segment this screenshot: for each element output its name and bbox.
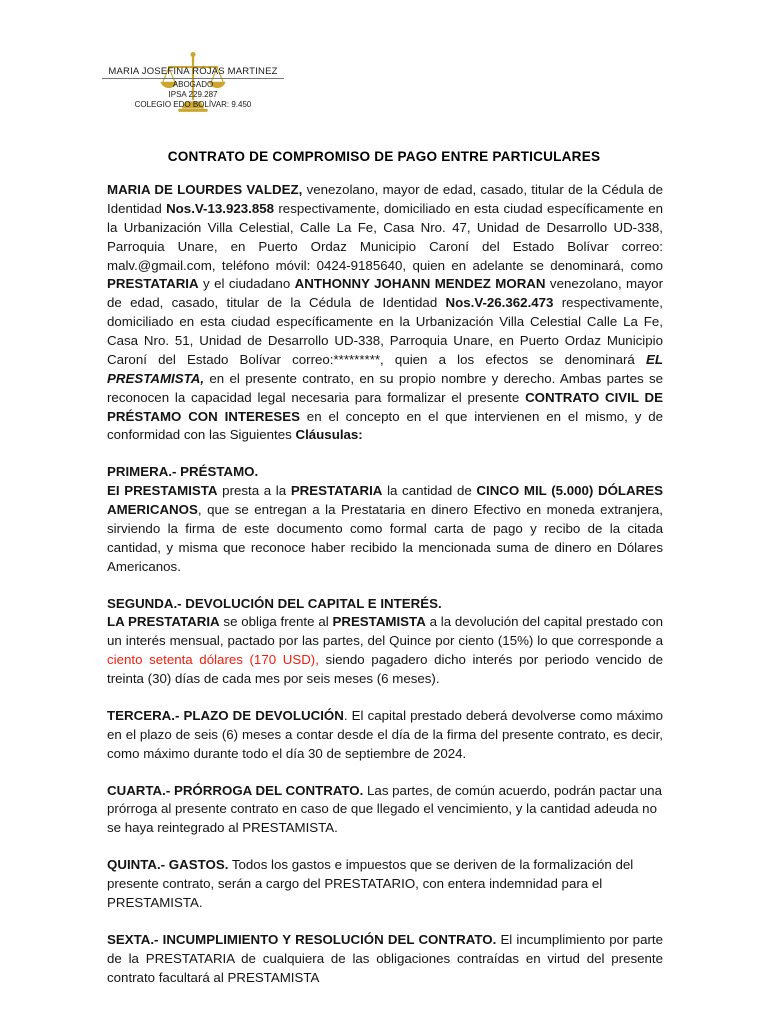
body-text: venezolano, mayor de edad, casado, titular de la Cédula de Identidad <box>107 276 663 311</box>
emphasis-text: SEXTA.- INCUMPLIMIENTO Y RESOLUCIÓN DEL CONTRATO. <box>107 931 497 947</box>
body-text: respectivamente, domiciliado en esta ciudad específicamente en la Urbanización Villa Celestial Calle La Fe, Casa Nro. 51, Unidad de Desarrollo UD-338, Parroquia Unare, en Puerto Ordaz Municipio Caroní del Estado Bolívar correo:*********, quien a los efectos se denominará <box>107 295 663 367</box>
body-text: se obliga frente al <box>219 614 333 630</box>
body-text: en el concepto en el que intervienen en el mismo, y de conformidad con las Siguientes <box>107 408 663 443</box>
clause-quinta <box>107 856 663 913</box>
letterhead-attorney-name: MARIA JOSEFINA ROJAS MARTINEZ <box>102 66 284 79</box>
letterhead <box>102 66 284 110</box>
body-text: presta a la <box>217 483 291 499</box>
emphasis-text: SEGUNDA.- DEVOLUCIÓN DEL CAPITAL E INTERÉS. <box>107 595 442 611</box>
emphasis-text: PRESTAMISTA <box>332 614 426 630</box>
emphasis-text: CUARTA.- PRÓRROGA DEL CONTRATO. <box>107 782 364 798</box>
body-text: . El capital prestado deberá devolverse como máximo en el plazo de seis (6) meses a contar desde el día de la firma del presente contrato, es decir, como máximo durante todo el día 30 de septiembre de 2024. <box>107 707 664 761</box>
emphasis-text: PRESTATARIA <box>290 483 383 499</box>
emphasis-text: LA PRESTATARIA <box>107 614 220 630</box>
emphasis-text: Cláusulas: <box>295 427 363 443</box>
clause-segunda <box>107 595 663 689</box>
body-text: Las partes, de común acuerdo, podrán pactar una prórroga al presente contrato en caso de que llegado el vencimiento, y la cantidad adeuda no se haya reintegrado al PRESTAMISTA. <box>107 782 662 836</box>
clause-cuarta <box>107 782 663 839</box>
body-text: la cantidad de <box>382 483 477 499</box>
body-text: , que se entregan a la Prestataria en dinero Efectivo en moneda extranjera, sirviendo la firma de este documento como formal carta de pago y recibo de la citada cantidad, y misma que reconoce haber recibido la mencionada suma de dinero en Dólares Americanos. <box>107 502 663 574</box>
body-text: venezolano, mayor de edad, casado, titular de la Cédula de Identidad <box>107 182 663 216</box>
emphasis-text: MARIA DE LOURDES VALDEZ, <box>107 182 303 197</box>
emphasis-text: CONTRATO CIVIL DE PRÉSTAMO CON INTERESES <box>107 389 664 424</box>
emphasis-text: ANTHONNY JOHANN MENDEZ MORAN <box>294 276 546 292</box>
body-text: a la devolución del capital prestado con un interés mensual, pactado por las partes, del Quince por ciento (15%) lo que corresponde a <box>107 614 664 649</box>
emphasis-text: CINCO MIL (5.000) DÓLARES AMERICANOS <box>107 483 663 517</box>
body-text: en el presente contrato, en su propio nombre y derecho. Ambas partes se reconocen la capacidad legal necesaria para formalizar el presente <box>107 370 663 405</box>
emphasis-text: QUINTA.- GASTOS. <box>107 857 229 873</box>
clause-primera <box>107 463 663 576</box>
emphasis-text: PRESTATARIA <box>107 276 199 292</box>
emphasis-text: TERCERA.- PLAZO DE DEVOLUCIÓN <box>107 707 344 723</box>
document-title: CONTRATO DE COMPROMISO DE PAGO ENTRE PARTICULARES <box>167 149 601 164</box>
body-text: El incumplimiento por parte de la PRESTATARIA de cualquiera de las obligaciones contraídas en virtud del presente contrato facultará al PRESTAMISTA <box>107 931 663 985</box>
intro-paragraph <box>107 181 663 445</box>
body-text: respectivamente, domiciliado en esta ciudad específicamente en la Urbanización Villa Celestial, Calle La Fe, Casa Nro. 47, Unidad de Desarrollo UD-338, Parroquia Unare, en Puerto Ordaz Municipio Caroní del Estado Bolívar correo: malv.@gmail.com, teléfono móvil: 0424-9185640, quien en adelante se denominará, como <box>107 200 663 273</box>
clause-sexta <box>107 931 663 988</box>
document-body <box>107 181 663 1005</box>
emphasis-text: Nos.V-13.923.858 <box>166 200 275 216</box>
letterhead-role: ABOGADO <box>172 80 214 89</box>
letterhead-ipsa-number: IPSA 229.287 <box>168 90 218 100</box>
letterhead-text <box>102 66 284 110</box>
highlighted-amount-text: ciento setenta dólares (170 USD), <box>107 652 319 668</box>
body-text: siendo pagadero dicho interés por periodo vencido de treinta (30) días de cada mes por seis meses (6 meses). <box>107 652 663 686</box>
emphasis-text: EL PRESTAMISTA, <box>107 351 663 386</box>
body-text: Todos los gastos e impuestos que se deriven de la formalización del presente contrato, serán a cargo del PRESTATARIO, con entera indemnidad para el PRESTAMISTA. <box>107 857 634 910</box>
body-text: y el ciudadano <box>198 276 295 292</box>
emphasis-text: EI PRESTAMISTA <box>107 483 218 499</box>
letterhead-college-number: COLEGIO EDO BOLÍVAR: 9.450 <box>134 100 252 110</box>
emphasis-text: Nos.V-26.362.473 <box>445 295 554 311</box>
emphasis-text: PRIMERA.- PRÉSTAMO. <box>107 464 259 480</box>
clause-tercera <box>107 707 663 764</box>
